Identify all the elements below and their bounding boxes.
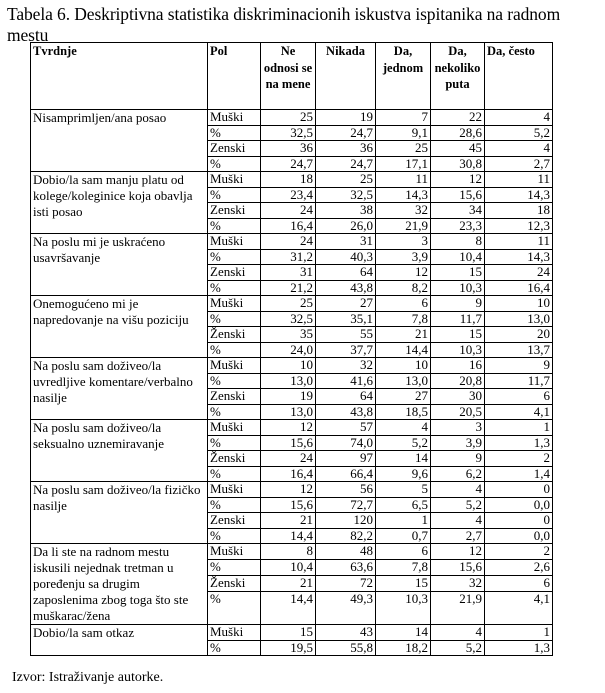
source-note: Izvor: Istraživanje autorke. [12,670,164,685]
statement-cell: Da li ste na radnom mestu iskusili nejednak tretman u poređenju sa drugim zaposlenima zbog toga što ste muškarac/žena [31,544,208,625]
value-cell: 19 [316,110,376,126]
column-header-nikada: Nikada [316,43,376,110]
table-row [31,544,553,560]
value-cell: 18,2 [376,640,431,656]
value-cell: 74,0 [316,435,376,451]
value-cell: 35,1 [316,311,376,327]
value-cell: 6,5 [376,497,431,513]
gender-cell: % [208,218,261,234]
value-cell: 12 [431,172,485,188]
gender-cell: % [208,249,261,265]
value-cell: 10 [485,296,553,312]
value-cell: 4 [431,625,485,641]
value-cell: 9,1 [376,125,431,141]
column-header-da-nekoliko-puta: Da, nekoliko puta [431,43,485,110]
table-row [31,358,553,374]
value-cell: 2,6 [485,559,553,575]
value-cell: 0 [485,482,553,498]
value-cell: 15 [261,625,316,641]
gender-cell: % [208,311,261,327]
table-row [31,625,553,641]
column-header-da-cesto: Da, često [485,43,553,110]
value-cell: 4,1 [485,591,553,624]
value-cell: 120 [316,513,376,529]
value-cell: 14,3 [376,187,431,203]
gender-cell: % [208,373,261,389]
value-cell: 12,3 [485,218,553,234]
value-cell: 5,2 [431,640,485,656]
value-cell: 5,2 [431,497,485,513]
value-cell: 10,3 [376,591,431,624]
value-cell: 30,8 [431,156,485,172]
value-cell: 23,4 [261,187,316,203]
value-cell: 9 [431,451,485,467]
value-cell: 5,2 [485,125,553,141]
value-cell: 25 [261,110,316,126]
gender-cell: % [208,466,261,482]
table-body [31,110,553,656]
column-header-tvrdnje: Tvrdnje [31,43,208,110]
value-cell: 1 [485,420,553,436]
value-cell: 6,2 [431,466,485,482]
value-cell: 3 [431,420,485,436]
value-cell: 8 [261,544,316,560]
table-row [31,110,553,126]
value-cell: 37,7 [316,342,376,358]
value-cell: 19,5 [261,640,316,656]
value-cell: 6 [485,575,553,591]
value-cell: 32,5 [261,125,316,141]
value-cell: 12 [261,482,316,498]
value-cell: 0,7 [376,528,431,544]
gender-cell: Muški [208,358,261,374]
value-cell: 4 [431,513,485,529]
header-row [31,43,553,110]
value-cell: 56 [316,482,376,498]
value-cell: 0,0 [485,497,553,513]
value-cell: 21,2 [261,280,316,296]
value-cell: 24,0 [261,342,316,358]
value-cell: 3,9 [376,249,431,265]
value-cell: 24 [261,234,316,250]
value-cell: 32,5 [261,311,316,327]
gender-cell: Ženski [208,575,261,591]
value-cell: 15 [376,575,431,591]
value-cell: 15 [431,327,485,343]
value-cell: 28,6 [431,125,485,141]
value-cell: 32,5 [316,187,376,203]
value-cell: 21,9 [376,218,431,234]
value-cell: 12 [376,265,431,281]
value-cell: 2,7 [431,528,485,544]
value-cell: 14,4 [261,528,316,544]
value-cell: 21,9 [431,591,485,624]
value-cell: 15,6 [431,559,485,575]
value-cell: 24,7 [316,125,376,141]
value-cell: 2,7 [485,156,553,172]
value-cell: 43,8 [316,404,376,420]
value-cell: 15,6 [261,497,316,513]
value-cell: 45 [431,141,485,157]
statement-cell: Dobio/la sam otkaz [31,625,208,656]
value-cell: 16,4 [261,218,316,234]
value-cell: 4,1 [485,404,553,420]
value-cell: 24,7 [316,156,376,172]
statement-cell: Dobio/la sam manju platu od kolege/koleginice koja obavlja isti posao [31,172,208,234]
value-cell: 14 [376,451,431,467]
value-cell: 18 [485,203,553,219]
value-cell: 43,8 [316,280,376,296]
gender-cell: Zenski [208,389,261,405]
gender-cell: % [208,528,261,544]
value-cell: 22 [431,110,485,126]
value-cell: 0 [485,513,553,529]
value-cell: 41,6 [316,373,376,389]
value-cell: 24 [261,203,316,219]
value-cell: 31,2 [261,249,316,265]
value-cell: 12 [261,420,316,436]
gender-cell: Muški [208,234,261,250]
gender-cell: % [208,280,261,296]
value-cell: 64 [316,265,376,281]
gender-cell: Muški [208,110,261,126]
value-cell: 72,7 [316,497,376,513]
value-cell: 10,3 [431,342,485,358]
value-cell: 40,3 [316,249,376,265]
value-cell: 11,7 [431,311,485,327]
value-cell: 15,6 [431,187,485,203]
value-cell: 82,2 [316,528,376,544]
column-header-ne-odnosi: Ne odnosi se na mene [261,43,316,110]
gender-cell: % [208,156,261,172]
value-cell: 57 [316,420,376,436]
gender-cell: % [208,497,261,513]
value-cell: 25 [261,296,316,312]
value-cell: 21 [376,327,431,343]
gender-cell: % [208,404,261,420]
value-cell: 66,4 [316,466,376,482]
value-cell: 16,4 [485,280,553,296]
value-cell: 97 [316,451,376,467]
gender-cell: Ženski [208,451,261,467]
value-cell: 4 [485,110,553,126]
value-cell: 35 [261,327,316,343]
value-cell: 7,8 [376,311,431,327]
value-cell: 4 [485,141,553,157]
value-cell: 1 [485,625,553,641]
value-cell: 43 [316,625,376,641]
table-caption: Tabela 6. Deskriptivna statistika diskriminacionih iskustva ispitanika na radnom mestu [7,4,561,45]
gender-cell: % [208,640,261,656]
statement-cell: Na poslu sam doživeo/la fizičko nasilje [31,482,208,544]
value-cell: 20 [485,327,553,343]
gender-cell: Muški [208,420,261,436]
value-cell: 38 [316,203,376,219]
value-cell: 4 [431,482,485,498]
value-cell: 16,4 [261,466,316,482]
table-row [31,296,553,312]
value-cell: 15,6 [261,435,316,451]
gender-cell: % [208,591,261,624]
value-cell: 2 [485,544,553,560]
gender-cell: Muški [208,172,261,188]
value-cell: 6 [485,389,553,405]
value-cell: 21 [261,513,316,529]
value-cell: 10 [376,358,431,374]
value-cell: 25 [376,141,431,157]
value-cell: 1,4 [485,466,553,482]
value-cell: 16 [431,358,485,374]
value-cell: 13,0 [261,404,316,420]
value-cell: 11 [485,172,553,188]
value-cell: 48 [316,544,376,560]
value-cell: 30 [431,389,485,405]
value-cell: 14,3 [485,187,553,203]
value-cell: 1 [376,513,431,529]
value-cell: 21 [261,575,316,591]
value-cell: 10 [261,358,316,374]
value-cell: 7,8 [376,559,431,575]
statement-cell: Nisamprimljen/ana posao [31,110,208,172]
value-cell: 34 [431,203,485,219]
column-header-da-jednom: Da, jednom [376,43,431,110]
value-cell: 55,8 [316,640,376,656]
value-cell: 17,1 [376,156,431,172]
value-cell: 49,3 [316,591,376,624]
value-cell: 9,6 [376,466,431,482]
value-cell: 24 [261,451,316,467]
value-cell: 31 [316,234,376,250]
value-cell: 13,7 [485,342,553,358]
value-cell: 2 [485,451,553,467]
statement-cell: Na poslu mi je uskraćeno usavršavanje [31,234,208,296]
value-cell: 6 [376,296,431,312]
gender-cell: Zenski [208,203,261,219]
value-cell: 36 [261,141,316,157]
value-cell: 32 [376,203,431,219]
value-cell: 8 [431,234,485,250]
value-cell: 11 [376,172,431,188]
value-cell: 15 [431,265,485,281]
value-cell: 18,5 [376,404,431,420]
column-header-pol: Pol [208,43,261,110]
gender-cell: % [208,125,261,141]
value-cell: 11,7 [485,373,553,389]
gender-cell: Muški [208,482,261,498]
value-cell: 32 [316,358,376,374]
gender-cell: % [208,342,261,358]
value-cell: 24 [485,265,553,281]
gender-cell: % [208,187,261,203]
value-cell: 64 [316,389,376,405]
value-cell: 5 [376,482,431,498]
value-cell: 0,0 [485,528,553,544]
value-cell: 9 [431,296,485,312]
value-cell: 4 [376,420,431,436]
gender-cell: Zenski [208,141,261,157]
value-cell: 1,3 [485,640,553,656]
value-cell: 13,0 [376,373,431,389]
value-cell: 31 [261,265,316,281]
value-cell: 14 [376,625,431,641]
value-cell: 14,4 [376,342,431,358]
value-cell: 27 [376,389,431,405]
statement-cell: Na poslu sam doživeo/la uvredljive komentare/verbalno nasilje [31,358,208,420]
table-row [31,482,553,498]
value-cell: 12 [431,544,485,560]
value-cell: 19 [261,389,316,405]
value-cell: 26,0 [316,218,376,234]
statement-cell: Onemogućeno mi je napredovanje na višu poziciju [31,296,208,358]
gender-cell: Muški [208,544,261,560]
value-cell: 13,0 [261,373,316,389]
value-cell: 11 [485,234,553,250]
value-cell: 3,9 [431,435,485,451]
statement-cell: Na poslu sam doživeo/la seksualno uznemiravanje [31,420,208,482]
value-cell: 20,5 [431,404,485,420]
gender-cell: Muški [208,296,261,312]
value-cell: 8,2 [376,280,431,296]
value-cell: 10,3 [431,280,485,296]
table-row [31,420,553,436]
value-cell: 10,4 [431,249,485,265]
value-cell: 63,6 [316,559,376,575]
gender-cell: Zenski [208,513,261,529]
value-cell: 14,4 [261,591,316,624]
table-row [31,234,553,250]
value-cell: 72 [316,575,376,591]
value-cell: 24,7 [261,156,316,172]
value-cell: 20,8 [431,373,485,389]
value-cell: 14,3 [485,249,553,265]
gender-cell: Zenski [208,265,261,281]
gender-cell: Muški [208,625,261,641]
value-cell: 6 [376,544,431,560]
value-cell: 9 [485,358,553,374]
gender-cell: % [208,559,261,575]
value-cell: 3 [376,234,431,250]
value-cell: 13,0 [485,311,553,327]
value-cell: 1,3 [485,435,553,451]
value-cell: 36 [316,141,376,157]
value-cell: 18 [261,172,316,188]
value-cell: 25 [316,172,376,188]
value-cell: 5,2 [376,435,431,451]
value-cell: 32 [431,575,485,591]
gender-cell: Ženski [208,327,261,343]
value-cell: 27 [316,296,376,312]
value-cell: 7 [376,110,431,126]
value-cell: 55 [316,327,376,343]
table-row [31,172,553,188]
value-cell: 23,3 [431,218,485,234]
discrimination-statistics-table [30,42,553,656]
gender-cell: % [208,435,261,451]
value-cell: 10,4 [261,559,316,575]
